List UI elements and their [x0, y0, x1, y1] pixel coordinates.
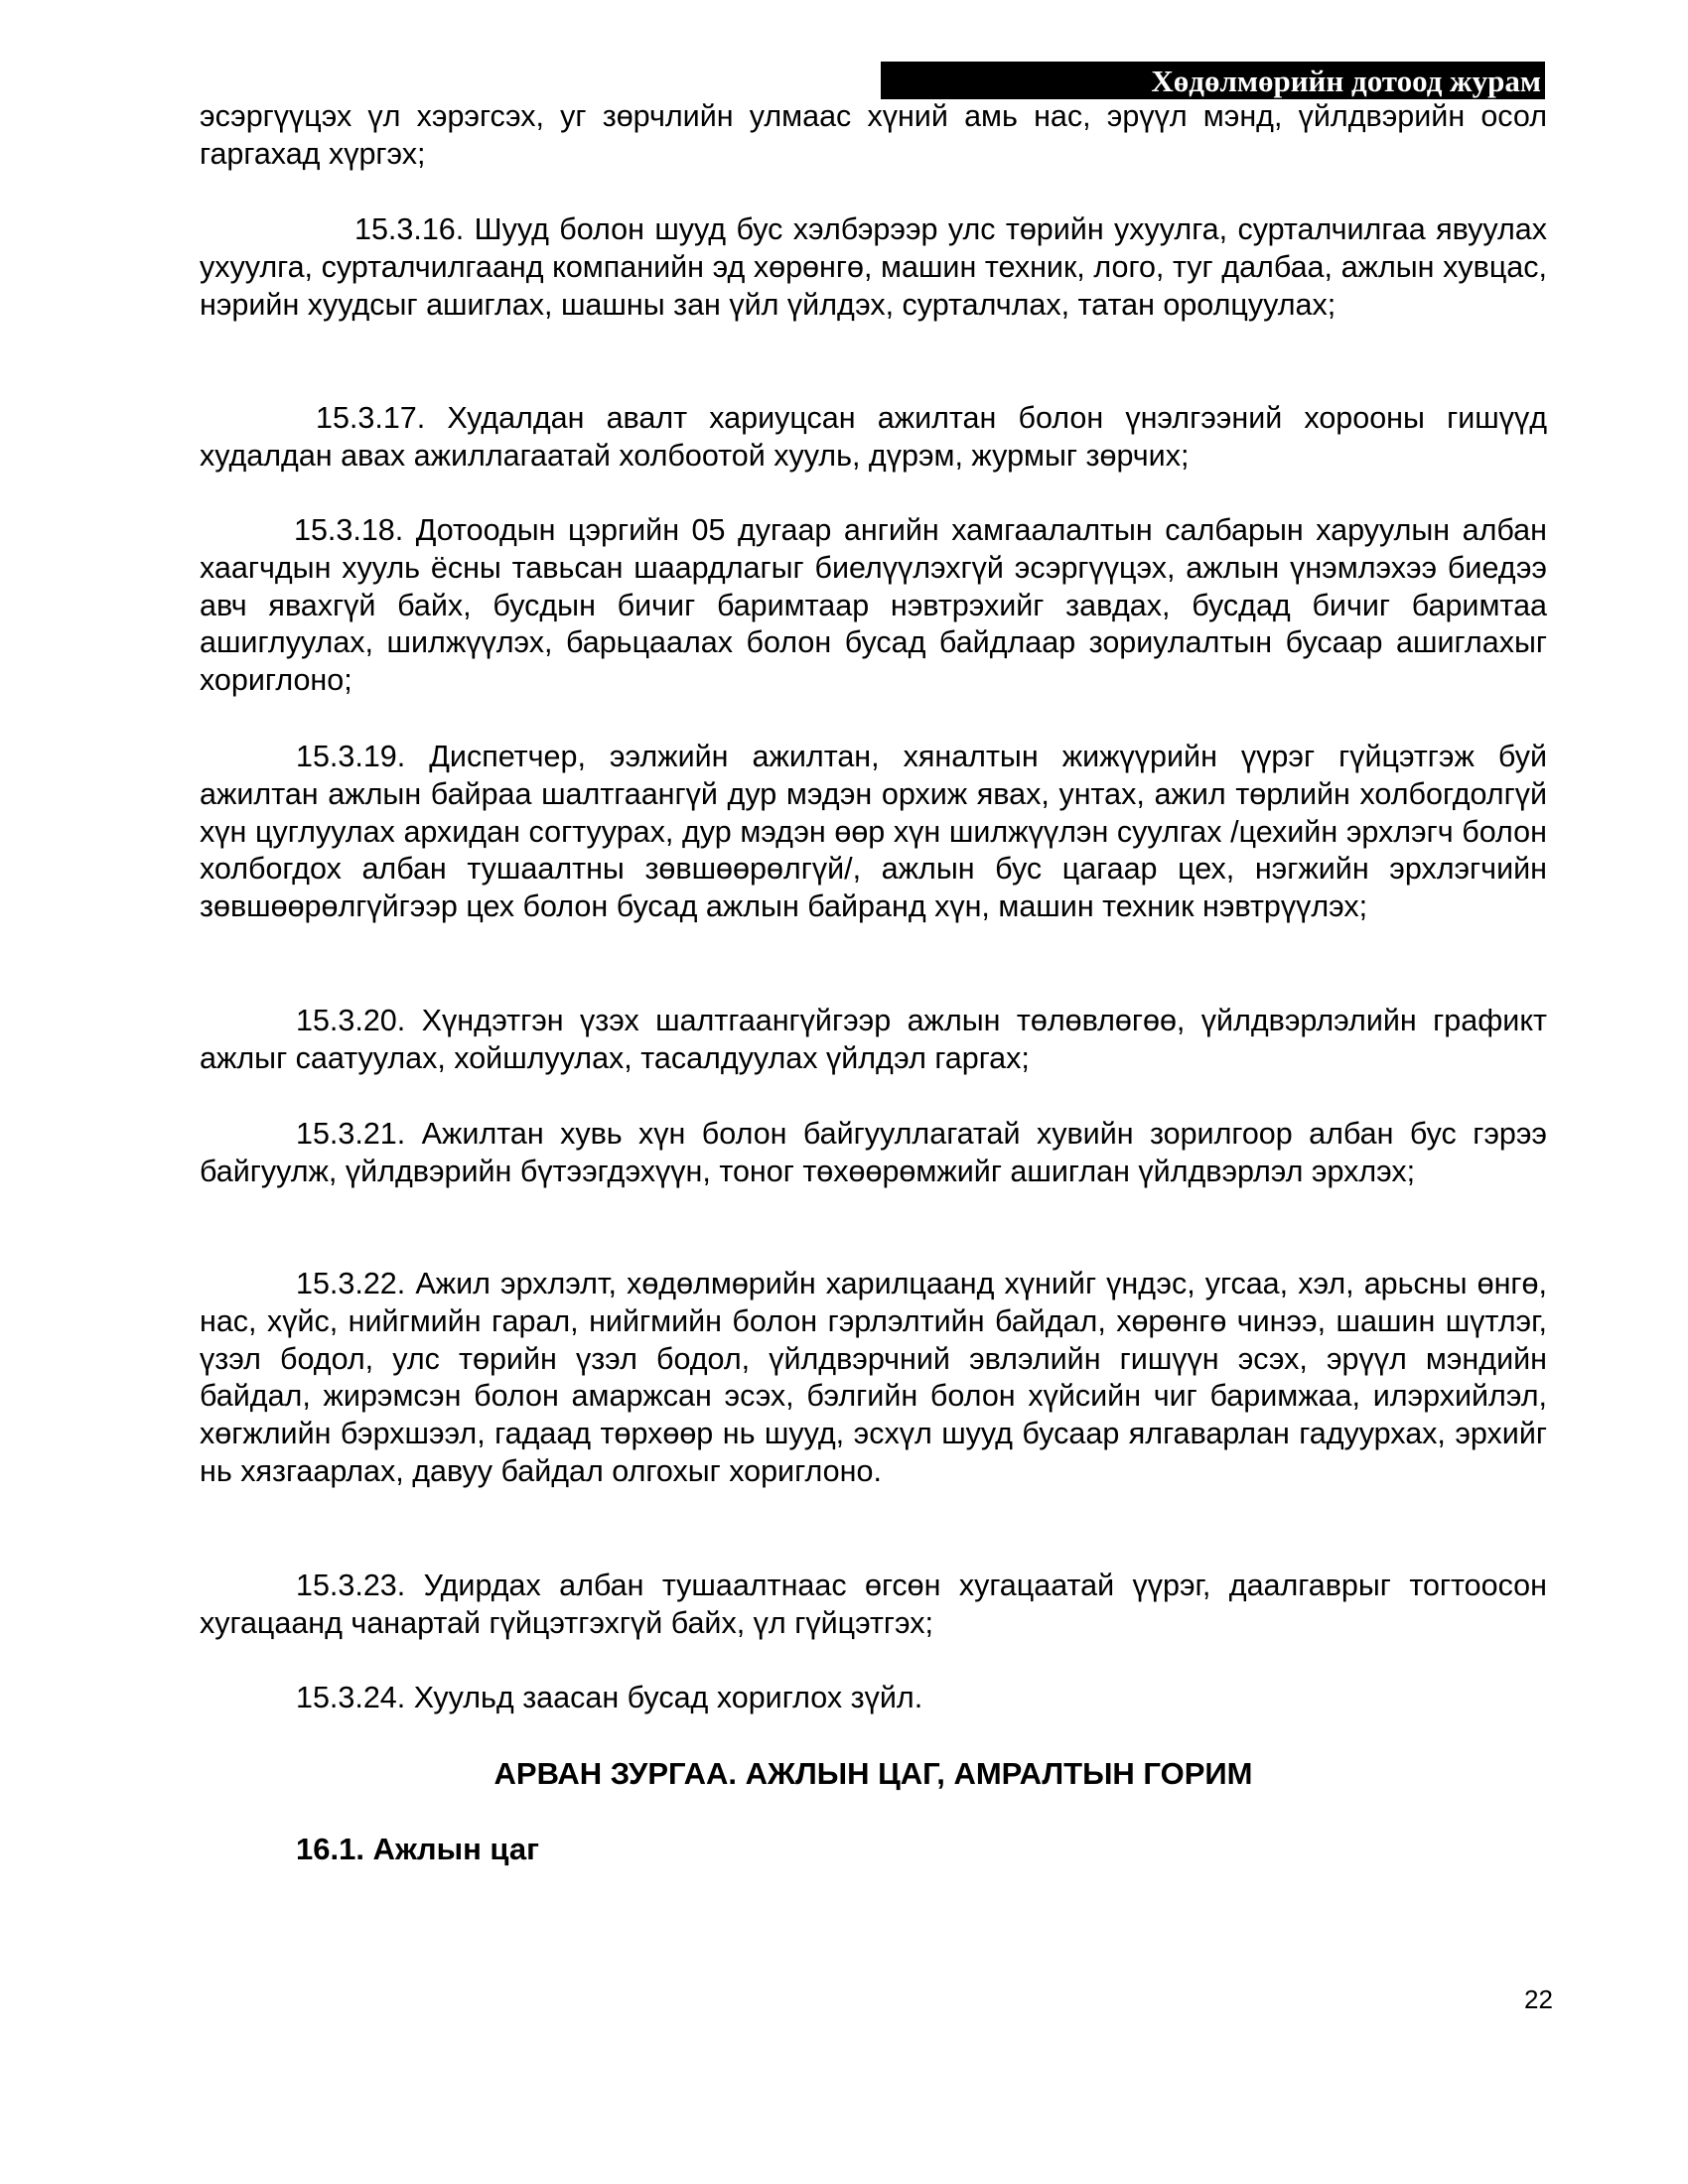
- paragraph-15-3-23: [200, 1568, 1547, 1643]
- page-number: 22: [1524, 1984, 1553, 2014]
- paragraph-text: Удирдах албан тушаалтнаас өгсөн хугацаатай үүрэг, даалгаврыг тогтоосон хугацаанд чанартай гүйцэтгэхгүй байх, үл гүйцэтгэх;: [200, 1569, 1547, 1640]
- clause-number: 15.3.17.: [316, 401, 426, 435]
- clause-number: 15.3.19.: [296, 740, 406, 773]
- paragraph-text: Хүндэтгэн үзэх шалтгаангүйгээр ажлын төлөвлөгөө, үйлдвэрлэлийн графикт ажлыг саатуулах, хойшлуулах, тасалдуулах үйлдэл гаргах;: [200, 1004, 1547, 1075]
- paragraph-continuation: [200, 98, 1547, 174]
- clause-number: 15.3.24.: [296, 1681, 406, 1714]
- running-header: [881, 62, 1545, 99]
- clause-number: 15.3.22.: [296, 1267, 406, 1300]
- paragraph-15-3-18: [200, 512, 1547, 700]
- paragraph-text: Диспетчер, ээлжийн ажилтан, хяналтын жижүүрийн үүрэг гүйцэтгэж буй ажилтан ажлын байраа шалтгаангүй дур мэдэн орхиж явах, унтах, ажил төрлийн холбогдолгүй хүн цуглуулах архидан согтуурах, дур мэдэн өөр хүн шилжүүлэн суулгах /цехийн эрхлэгч болон холбогдох албан тушаалтны зөвшөөрөлгүй/, ажлын бус цагаар цех, нэгжийн эрхлэгчийн зөвшөөрөлгүйгээр цех болон бусад ажлын байранд хүн, машин техник нэвтрүүлэх;: [200, 740, 1547, 924]
- section-heading: АРВАН ЗУРГАА. АЖЛЫН ЦАГ, АМРАЛТЫН ГОРИМ: [493, 1756, 1253, 1791]
- paragraph-text: Шууд болон шууд бус хэлбэрээр улс төрийн ухуулга, сурталчилгаа явуулах ухуулга, сурталчилгаанд компанийн эд хөрөнгө, машин техник, лого, туг далбаа, ажлын хувцас, нэрийн хуудсыг ашиглах, шашны зан үйл үйлдэх, сурталчлах, татан оролцуулах;: [200, 212, 1547, 322]
- subsection-heading: 16.1. Ажлын цаг: [296, 1832, 540, 1866]
- paragraph-15-3-16: [200, 211, 1547, 324]
- clause-number: 15.3.18.: [294, 513, 404, 547]
- clause-number: 15.3.16.: [354, 212, 465, 246]
- paragraph-text: Худалдан авалт хариуцсан ажилтан болон үнэлгээний хорооны гишүүд худалдан авах ажиллагаатай холбоотой хууль, дүрэм, журмыг зөрчих;: [200, 401, 1547, 473]
- paragraph-15-3-21: [200, 1116, 1547, 1191]
- paragraph-15-3-19: [200, 739, 1547, 926]
- paragraph-text: Ажилтан хувь хүн болон байгууллагатай хувийн зорилгоор албан бус гэрээ байгуулж, үйлдвэрийн бүтээгдэхүүн, тоног төхөөрөмжийг ашиглан үйлдвэрлэл эрхлэх;: [200, 1117, 1547, 1188]
- paragraph-text: Дотоодын цэргийн 05 дугаар ангийн хамгаалалтын салбарын харуулын албан хаагчдын хууль ёсны тавьсан шаардлагыг биелүүлэхгүй эсэргүүцэх, ажлын үнэмлэхээ биедээ авч явахгүй байх, бусдын бичиг баримтаар нэвтрэхийг завдах, бусдад бичиг баримтаа ашиглуулах, шилжүүлэх, барьцаалах болон бусад байдлаар зориулалтын бусаар ашиглахыг хориглоно;: [200, 513, 1547, 698]
- paragraph-text: эсэргүүцэх үл хэрэгсэх, уг зөрчлийн улмаас хүний амь нас, эрүүл мэнд, үйлдвэрийн осол гаргахад хүргэх;: [200, 99, 1547, 171]
- paragraph-text: Ажил эрхлэлт, хөдөлмөрийн харилцаанд хүнийг үндэс, угсаа, хэл, арьсны өнгө, нас, хүйс, нийгмийн гарал, нийгмийн болон гэрлэлтийн байдал, хөрөнгө чинээ, шашин шүтлэг, үзэл бодол, улс төрийн үзэл бодол, үйлдвэрчний эвлэлийн гишүүн эсэх, эрүүл мэндийн байдал, жирэмсэн болон амаржсан эсэх, бэлгийн болон хүйсийн чиг баримжаа, илэрхийлэл, хөгжлийн бэрхшээл, гадаад төрхөөр нь шууд, эсхүл шууд бусаар ялгаварлан гадуурхах, эрхийг нь хязгаарлах, давуу байдал олгохыг хориглоно.: [200, 1267, 1547, 1488]
- clause-number: 15.3.23.: [296, 1569, 406, 1602]
- paragraph-15-3-17: [200, 400, 1547, 476]
- document-title: Хөдөлмөрийн дотоод журам: [1151, 64, 1541, 98]
- paragraph-15-3-24: [200, 1680, 1547, 1717]
- paragraph-15-3-20: [200, 1003, 1547, 1078]
- paragraph-text: Хуульд заасан бусад хориглох зүйл.: [413, 1681, 923, 1714]
- clause-number: 15.3.21.: [296, 1117, 406, 1151]
- paragraph-15-3-22: [200, 1266, 1547, 1491]
- clause-number: 15.3.20.: [296, 1004, 406, 1037]
